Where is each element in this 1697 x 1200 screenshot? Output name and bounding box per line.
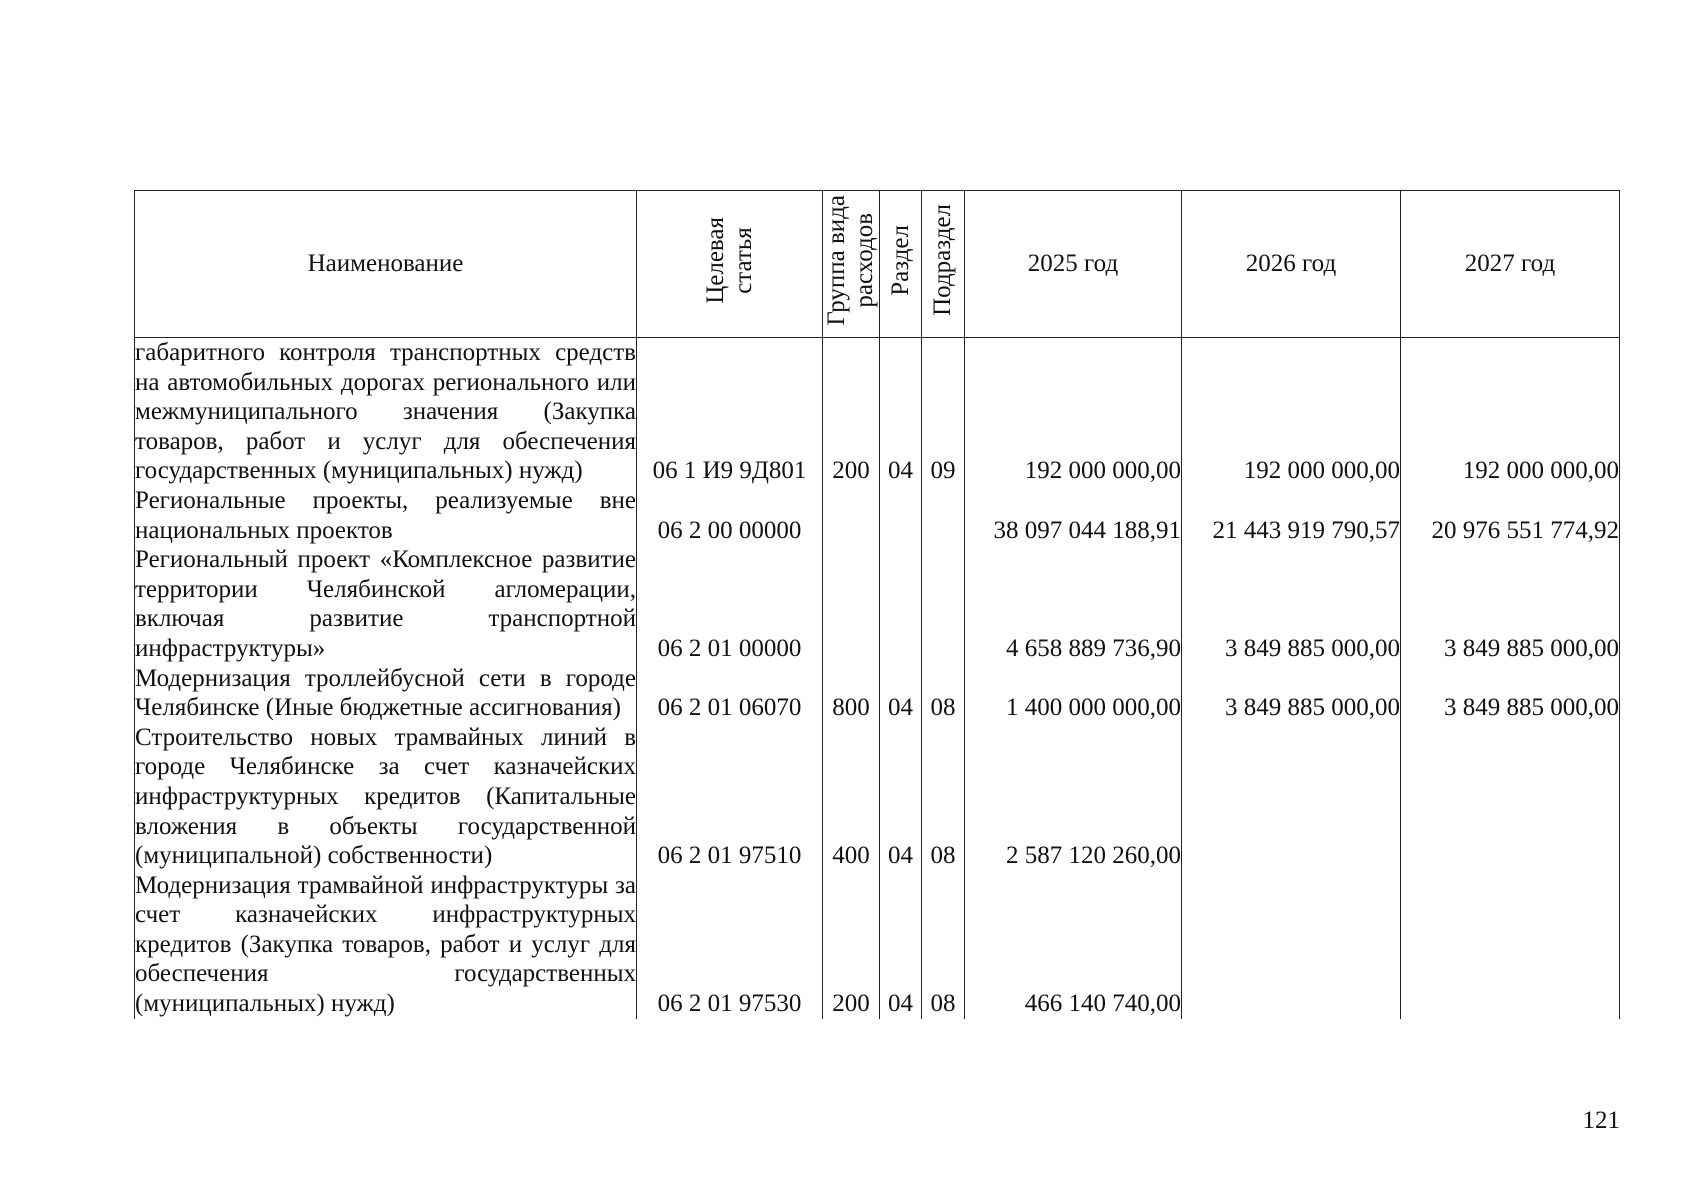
row-target-article: 06 2 01 97510 (637, 723, 823, 871)
row-section (880, 486, 922, 545)
table-row (135, 871, 1620, 1019)
row-name: Региональный проект «Комплексное развитие территории Челябинской агломерации, включая развитие транспортной инфраструктуры» (135, 546, 636, 662)
row-expense-group: 200 (823, 338, 880, 486)
row-amount-2027: 3 849 885 000,00 (1401, 664, 1620, 723)
table-row (135, 338, 1620, 486)
row-name: Строительство новых трамвайных линий в городе Челябинске за счет казначейских инфраструктурных кредитов (Капитальные вложения в объекты государственной (муниципальной) собственности) (135, 723, 636, 870)
row-section: 04 (880, 664, 922, 723)
row-amount-2027: 20 976 551 774,92 (1401, 486, 1620, 545)
row-name: Региональные проекты, реализуемые вне национальных проектов (135, 486, 636, 544)
row-amount-2026: 21 443 919 790,57 (1182, 486, 1401, 545)
row-name: Модернизация трамвайной инфраструктуры за счет казначейских инфраструктурных кредитов (Закупка товаров, работ и услуг для обеспечения государственных (муниципальных) нужд) (135, 871, 636, 1018)
row-amount-2027 (1401, 871, 1620, 1019)
page-number: 121 (1582, 1107, 1620, 1134)
row-amount-2026: 3 849 885 000,00 (1182, 664, 1401, 723)
table-row (135, 486, 1620, 545)
header-subsection: Подраздел (922, 191, 965, 338)
budget-table (134, 190, 1620, 1019)
row-subsection: 08 (922, 871, 965, 1019)
row-amount-2025: 38 097 044 188,91 (965, 486, 1182, 545)
row-expense-group: 800 (823, 664, 880, 723)
row-expense-group (823, 486, 880, 545)
header-name: Наименование (135, 191, 637, 338)
row-expense-group: 200 (823, 871, 880, 1019)
row-section: 04 (880, 723, 922, 871)
row-amount-2027: 192 000 000,00 (1401, 338, 1620, 486)
header-year-2025: 2025 год (965, 191, 1182, 338)
row-amount-2025: 192 000 000,00 (965, 338, 1182, 486)
row-section: 04 (880, 338, 922, 486)
row-amount-2027: 3 849 885 000,00 (1401, 545, 1620, 663)
row-subsection (922, 486, 965, 545)
row-subsection: 09 (922, 338, 965, 486)
row-name: Модернизация троллейбусной сети в городе Челябинске (Иные бюджетные ассигнования) (135, 664, 636, 722)
row-target-article: 06 2 01 06070 (637, 664, 823, 723)
header-section: Раздел (880, 191, 922, 338)
row-expense-group (823, 545, 880, 663)
row-amount-2026 (1182, 723, 1401, 871)
row-amount-2026: 192 000 000,00 (1182, 338, 1401, 486)
row-amount-2025: 466 140 740,00 (965, 871, 1182, 1019)
row-section: 04 (880, 871, 922, 1019)
table-row (135, 723, 1620, 871)
table-row (135, 664, 1620, 723)
row-name: габаритного контроля транспортных средств на автомобильных дорогах регионального или межмуниципального значения (Закупка товаров, работ и услуг для обеспечения государственных (муниципальных) нужд) (135, 339, 636, 485)
header-expense-group: Группа вида расходов (823, 191, 880, 338)
header-year-2027: 2027 год (1401, 191, 1620, 338)
row-target-article: 06 2 00 00000 (637, 486, 823, 545)
row-section (880, 545, 922, 663)
row-amount-2026: 3 849 885 000,00 (1182, 545, 1401, 663)
row-amount-2027 (1401, 723, 1620, 871)
header-year-2026: 2026 год (1182, 191, 1401, 338)
row-target-article: 06 2 01 00000 (637, 545, 823, 663)
row-target-article: 06 2 01 97530 (637, 871, 823, 1019)
table-header-row (135, 191, 1620, 338)
row-target-article: 06 1 И9 9Д801 (637, 338, 823, 486)
row-subsection: 08 (922, 723, 965, 871)
row-amount-2025: 4 658 889 736,90 (965, 545, 1182, 663)
row-expense-group: 400 (823, 723, 880, 871)
row-amount-2025: 1 400 000 000,00 (965, 664, 1182, 723)
header-target-article: Целевая статья (637, 191, 823, 338)
row-subsection: 08 (922, 664, 965, 723)
table-row (135, 545, 1620, 663)
row-subsection (922, 545, 965, 663)
row-amount-2026 (1182, 871, 1401, 1019)
row-amount-2025: 2 587 120 260,00 (965, 723, 1182, 871)
